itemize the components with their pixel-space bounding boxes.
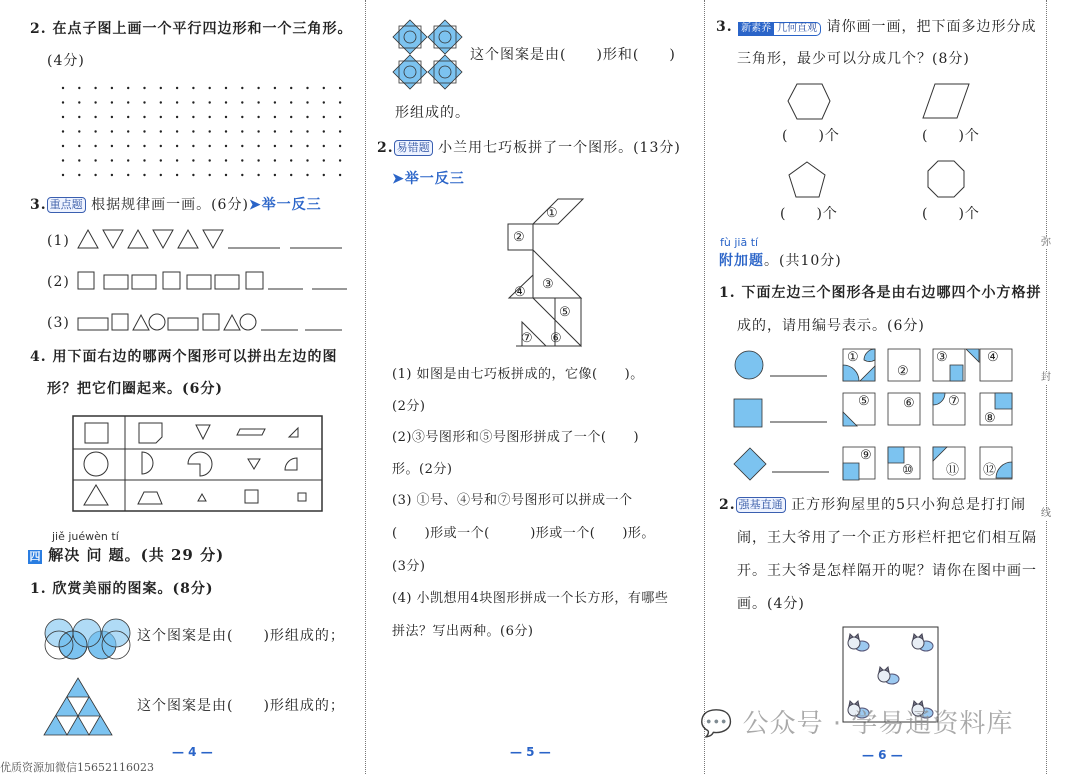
triangle-pattern	[78, 230, 342, 248]
grid-dot	[176, 145, 178, 147]
grid-dot	[192, 101, 194, 103]
grid-dot	[274, 101, 276, 103]
grid-dot	[127, 130, 129, 132]
piece-number: ④	[987, 350, 999, 365]
grid-dot	[127, 174, 129, 176]
parallelogram	[923, 84, 969, 118]
grid-dot	[127, 145, 129, 147]
grid-dot	[274, 116, 276, 118]
grid-dot	[176, 101, 178, 103]
page-number: — 4 —	[172, 745, 213, 759]
foundation-tag: 强基直通	[736, 497, 786, 513]
grid-dot	[192, 87, 194, 89]
q-text-cont: 三角形，最少可以分成几个？(8分)	[737, 51, 970, 67]
page-number: — 6 —	[862, 748, 903, 762]
grid-dot	[225, 145, 227, 147]
column-divider	[704, 0, 705, 774]
grid-dot	[339, 116, 341, 118]
grid-dot	[257, 145, 259, 147]
rect-pattern	[78, 272, 347, 289]
question-4: 4. 用下面右边的哪两个图形可以拼出左边的图	[30, 349, 338, 365]
grid-dot	[62, 87, 64, 89]
grid-dot	[241, 116, 243, 118]
diamond	[428, 55, 462, 89]
q-num: 3.	[30, 197, 47, 213]
grid-dot	[192, 130, 194, 132]
grid-dot	[62, 130, 64, 132]
grid-dot	[274, 87, 276, 89]
sub-question: (2分)	[392, 399, 426, 414]
grid-dot	[274, 145, 276, 147]
grid-dot	[143, 130, 145, 132]
sub-question: 拼法？写出两种。(6分)	[392, 624, 534, 639]
grid-dot	[143, 116, 145, 118]
grid-dot	[192, 145, 194, 147]
grid-dot	[209, 159, 211, 161]
question-2-score: (4分)	[47, 53, 85, 69]
wechat-icon: 💬	[700, 709, 734, 739]
q-text: 闹，王大爷用了一个正方形栏杆把它们相互隔	[737, 530, 1037, 546]
tangram-piece-label: ③	[542, 277, 554, 292]
dog-icon	[848, 634, 869, 651]
answer-line: 这个图案是由( )形组成的；	[137, 628, 345, 644]
column-divider	[365, 0, 366, 774]
literacy-tag: 新素养	[738, 22, 774, 36]
grid-dot	[143, 174, 145, 176]
grid-dot	[160, 159, 162, 161]
grid-dot	[339, 101, 341, 103]
tangram-piece-label: ②	[513, 230, 525, 245]
grid-dot	[257, 101, 259, 103]
grid-dot	[241, 130, 243, 132]
grid-dot	[209, 145, 211, 147]
grid-dot	[78, 159, 80, 161]
octagon	[928, 161, 964, 197]
diamond	[393, 20, 427, 54]
grid-dot	[290, 174, 292, 176]
sub-question: (3分)	[392, 559, 426, 574]
answer-line: 这个图案是由( )形和( )	[470, 47, 676, 63]
page-number: — 5 —	[510, 745, 551, 759]
grid-dot	[323, 87, 325, 89]
piece-number: ⑧	[984, 411, 996, 426]
grid-dot	[111, 159, 113, 161]
grid-dot	[111, 145, 113, 147]
grid-dot	[111, 101, 113, 103]
mixed-pattern	[78, 314, 342, 330]
pinyin: fù jiā tí	[720, 236, 759, 249]
grid-dot	[78, 145, 80, 147]
grid-dot	[94, 174, 96, 176]
grid-dot	[176, 159, 178, 161]
dog-house[interactable]	[0, 0, 1, 1]
question-1: 1. 欣赏美丽的图案。(8分)	[30, 581, 214, 597]
grid-dot	[160, 145, 162, 147]
bonus-score: 。(共10分)	[764, 253, 842, 269]
piece-number: ③	[936, 350, 948, 365]
item-label: (3)	[47, 315, 70, 331]
grid-dot	[143, 145, 145, 147]
error-prone-tag: 易错题	[394, 140, 433, 156]
grid-dot	[111, 130, 113, 132]
question-2	[377, 139, 681, 157]
grid-dot	[209, 174, 211, 176]
key-question-tag: 重点题	[47, 197, 86, 213]
question-2	[719, 496, 1026, 514]
grid-dot	[127, 159, 129, 161]
grid-dot	[143, 159, 145, 161]
question-1: 1. 下面左边三个图形各是由右边哪四个小方格拼	[719, 285, 1042, 301]
grid-dot	[290, 145, 292, 147]
dog-icon	[878, 667, 899, 684]
answer-blank[interactable]: ( )个	[922, 206, 980, 222]
grid-dot	[306, 130, 308, 132]
grid-dot	[257, 130, 259, 132]
grid-dot	[62, 174, 64, 176]
grid-dot	[323, 101, 325, 103]
watermark	[700, 708, 1013, 740]
dog-icon	[912, 634, 933, 651]
grid-dot	[62, 116, 64, 118]
answer-blank[interactable]: ( )个	[780, 206, 838, 222]
grid-dot	[306, 174, 308, 176]
grid-dot	[94, 101, 96, 103]
grid-dot	[192, 116, 194, 118]
grid-dot	[160, 130, 162, 132]
grid-dot	[78, 130, 80, 132]
pentagon	[789, 162, 825, 197]
q-num: 2.	[377, 140, 394, 156]
tangram-piece-label: ①	[546, 206, 558, 221]
grid-dot	[94, 159, 96, 161]
piece-number: ⑩	[902, 463, 914, 478]
grid-dot	[323, 130, 325, 132]
answer-blank[interactable]: ( )个	[782, 128, 840, 144]
tangram-piece-label: ⑤	[559, 305, 571, 320]
grid-dot	[127, 101, 129, 103]
grid-dot	[160, 101, 162, 103]
grid-dot	[241, 87, 243, 89]
piece-fill	[995, 393, 1012, 409]
binding-label: 弥	[1041, 237, 1051, 248]
grid-dot	[62, 145, 64, 147]
piece-number: ⑨	[860, 448, 872, 463]
grid-dot	[339, 87, 341, 89]
grid-dot	[209, 101, 211, 103]
tangram-piece-label: ⑦	[521, 331, 533, 346]
piece-fill	[888, 447, 904, 463]
grid-dot	[176, 116, 178, 118]
grid-dot	[225, 130, 227, 132]
grid-dot	[257, 87, 259, 89]
grid-dot	[192, 174, 194, 176]
piece-number: ①	[847, 350, 859, 365]
grid-dot	[94, 145, 96, 147]
grid-dot	[290, 87, 292, 89]
grid-dot	[176, 174, 178, 176]
grid-dot	[339, 159, 341, 161]
grid-dot	[274, 159, 276, 161]
grid-dot	[127, 87, 129, 89]
item-label: (1)	[47, 233, 70, 249]
tangram-piece-label: ⑥	[550, 331, 562, 346]
piece-number: ⑤	[858, 394, 870, 409]
grid-dot	[306, 159, 308, 161]
binding-line	[1046, 0, 1047, 774]
grid-dot	[143, 101, 145, 103]
sub-question: 形。(2分)	[392, 462, 453, 477]
q-text: 画。(4分)	[737, 596, 805, 612]
grid-dot	[192, 159, 194, 161]
sub-question: (3) ①号、④号和⑦号图形可以拼成一个	[392, 493, 633, 508]
grid-dot	[143, 87, 145, 89]
grid-dot	[323, 116, 325, 118]
related-link[interactable]: ➤举一反三	[248, 197, 322, 213]
bonus-title: 附加题	[719, 253, 764, 269]
grid-dot	[274, 174, 276, 176]
question-3	[30, 196, 322, 214]
question-4-cont: 形？把它们圈起来。(6分)	[47, 381, 223, 397]
grid-dot	[78, 101, 80, 103]
grid-dot	[225, 116, 227, 118]
question-1-cont: 成的，请用编号表示。(6分)	[737, 318, 925, 334]
section-heading	[28, 546, 224, 564]
grid-dot	[209, 130, 211, 132]
grid-dot	[241, 145, 243, 147]
q-text: 小兰用七巧板拼了一个图形。(13分)	[438, 140, 681, 156]
answer-blank[interactable]: ( )个	[922, 128, 980, 144]
grid-dot	[176, 87, 178, 89]
binding-label: 线	[1041, 508, 1051, 519]
footer-note: 优质资源加微信15652116023	[0, 761, 154, 774]
grid-dot	[225, 101, 227, 103]
grid-dot	[290, 101, 292, 103]
grid-dot	[306, 87, 308, 89]
q-text: 开。王大爷是怎样隔开的呢？请你在图中画一	[737, 563, 1037, 579]
section-title: 解决 问 题。(共 29 分)	[48, 546, 225, 564]
grid-dot	[62, 159, 64, 161]
grid-dot	[176, 130, 178, 132]
question-3	[716, 18, 1037, 36]
q-text: 正方形狗屋里的5只小狗总是打打闹	[791, 497, 1026, 513]
grid-dot	[257, 174, 259, 176]
grid-dot	[257, 159, 259, 161]
grid-dot	[160, 116, 162, 118]
grid-dot	[290, 159, 292, 161]
q-num: 2.	[719, 497, 736, 513]
grid-dot	[160, 174, 162, 176]
piece-fill	[843, 463, 859, 480]
sub-question: (1) 如图是由七巧板拼成的，它像( )。	[392, 367, 644, 382]
grid-dot	[94, 87, 96, 89]
grid-dot	[94, 130, 96, 132]
tangram-piece-label: ④	[514, 285, 526, 300]
grid-dot	[339, 130, 341, 132]
section-badge: 四	[29, 550, 41, 563]
watermark-text: 公众号 · 学易通资料库	[742, 709, 1014, 739]
grid-dot	[290, 116, 292, 118]
grid-dot	[323, 159, 325, 161]
piece-fill	[966, 349, 979, 362]
q-text: 根据规律画一画。(6分)	[91, 197, 249, 213]
grid-dot	[94, 116, 96, 118]
grid-dot	[225, 174, 227, 176]
grid-dot	[290, 130, 292, 132]
q-num: 3.	[716, 19, 733, 35]
answer-line-cont: 形组成的。	[395, 105, 470, 121]
grid-dot	[241, 174, 243, 176]
piece-fill	[950, 365, 963, 381]
diamond	[428, 20, 462, 54]
grid-dot	[62, 101, 64, 103]
answer-line: 这个图案是由( )形组成的；	[137, 698, 345, 714]
question-2: 2. 在点子图上画一个平行四边形和一个三角形。	[30, 21, 353, 37]
binding-label: 封	[1041, 372, 1051, 383]
grid-dot	[241, 159, 243, 161]
sub-question: (4) 小凯想用4块图形拼成一个长方形，有哪些	[392, 591, 669, 606]
hexagon	[788, 84, 830, 119]
piece-number: ⑪	[946, 463, 960, 478]
sub-question: ( )形或一个( )形或一个( )形。	[392, 526, 655, 541]
sub-question: (2)③号图形和⑤号图形拼成了一个( )	[392, 430, 640, 445]
q-text: 请你画一画，把下面多边形分成	[826, 19, 1037, 35]
grid-dot	[78, 87, 80, 89]
grid-dot	[339, 174, 341, 176]
grid-dot	[225, 87, 227, 89]
related-link[interactable]: ➤举一反三	[392, 171, 465, 187]
diamond	[393, 55, 427, 89]
piece-number: ⑫	[983, 463, 997, 478]
grid-dot	[257, 116, 259, 118]
grid-dot	[78, 174, 80, 176]
pinyin: jiě juéwèn tí	[52, 530, 119, 543]
bonus-heading	[719, 252, 842, 270]
grid-dot	[323, 145, 325, 147]
grid-dot	[209, 87, 211, 89]
piece-number: ②	[897, 364, 909, 379]
piece-number: ⑥	[903, 396, 915, 411]
grid-dot	[306, 116, 308, 118]
grid-dot	[274, 130, 276, 132]
geometry-tag: 几何直观	[774, 22, 821, 36]
grid-dot	[225, 159, 227, 161]
grid-dot	[111, 174, 113, 176]
item-label: (2)	[47, 274, 70, 290]
grid-dot	[323, 174, 325, 176]
grid-dot	[111, 116, 113, 118]
grid-dot	[306, 145, 308, 147]
grid-dot	[78, 116, 80, 118]
piece-number: ⑦	[948, 394, 960, 409]
grid-dot	[209, 116, 211, 118]
grid-dot	[127, 116, 129, 118]
grid-dot	[339, 145, 341, 147]
grid-dot	[160, 87, 162, 89]
grid-dot	[241, 101, 243, 103]
grid-dot	[111, 87, 113, 89]
grid-dot	[306, 101, 308, 103]
